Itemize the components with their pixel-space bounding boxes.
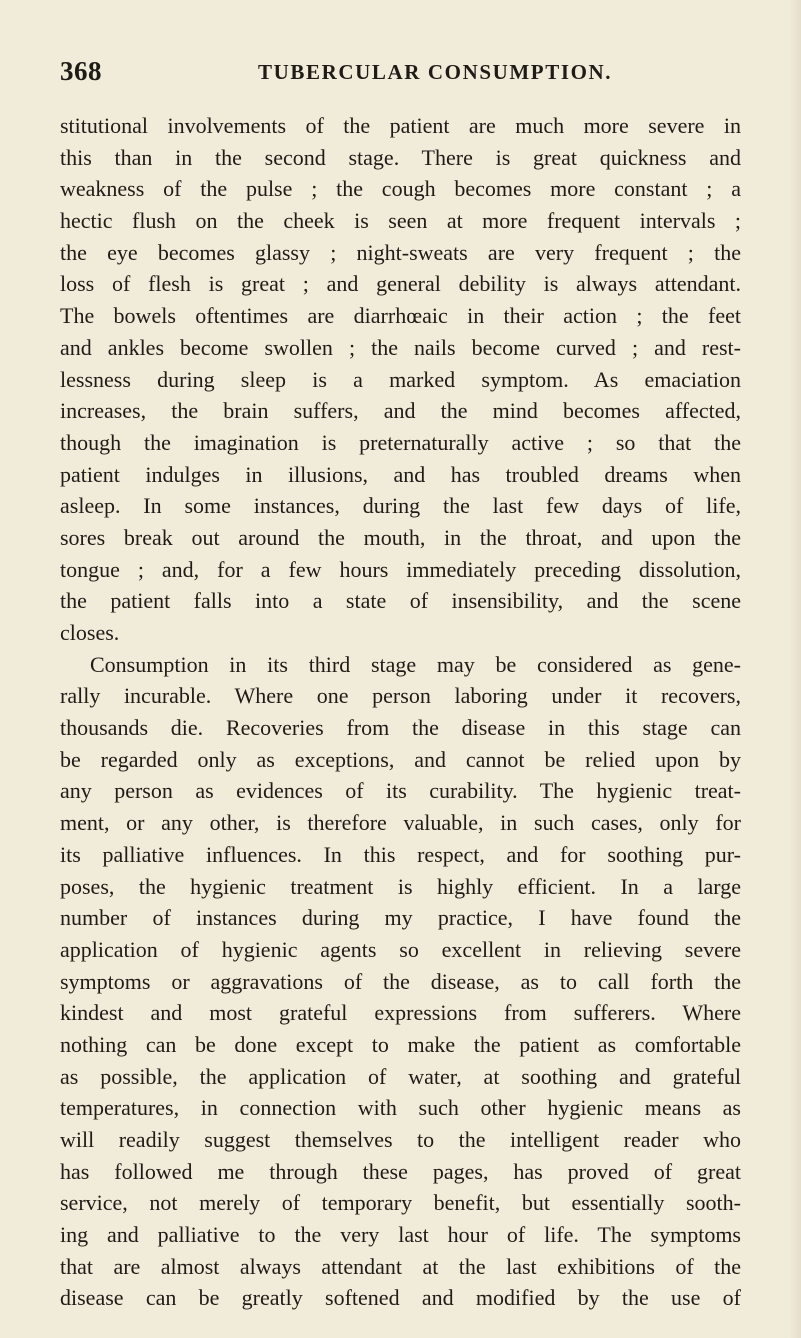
text-line: The bowels oftentimes are diarrhœaic in their action ; the feet	[60, 303, 741, 329]
text-line: ing and palliative to the very last hour of life. The symptoms	[60, 1222, 741, 1248]
text-line: and ankles become swollen ; the nails become curved ; and rest-	[60, 334, 741, 360]
text-line: increases, the brain suffers, and the mind becomes affected,	[60, 398, 741, 424]
text-line: service, not merely of temporary benefit, but essentially sooth-	[60, 1190, 741, 1216]
text-line: any person as evidences of its curability. The hygienic treat-	[60, 778, 741, 804]
text-line: the eye becomes glassy ; night-sweats are very frequent ; the	[60, 239, 741, 265]
text-line: disease can be greatly softened and modified by the use of	[60, 1285, 741, 1311]
text-line: as possible, the application of water, at soothing and grateful	[60, 1063, 741, 1089]
text-line: loss of flesh is great ; and general debility is always attendant.	[60, 271, 741, 297]
text-line: asleep. In some instances, during the last few days of life,	[60, 493, 741, 519]
text-line: temperatures, in connection with such other hygienic means as	[60, 1095, 741, 1121]
page-edge-shadow	[789, 0, 801, 1338]
text-line: the patient falls into a state of insensibility, and the scene	[60, 588, 741, 614]
text-line: rally incurable. Where one person laboring under it recovers,	[60, 683, 741, 709]
text-line: though the imagination is preternaturally active ; so that the	[60, 429, 741, 455]
text-line: kindest and most grateful expressions from sufferers. Where	[60, 1000, 741, 1026]
text-line: sores break out around the mouth, in the throat, and upon the	[60, 524, 741, 550]
text-line: symptoms or aggravations of the disease, as to call forth the	[60, 968, 741, 994]
text-line: its palliative influences. In this respect, and for soothing pur-	[60, 841, 741, 867]
page-number: 368	[60, 56, 102, 86]
text-line: number of instances during my practice, I have found the	[60, 905, 741, 931]
text-line: hectic flush on the cheek is seen at more frequent intervals ;	[60, 208, 741, 234]
paragraph-start-line: Consumption in its third stage may be considered as gene-	[90, 651, 741, 677]
text-line: tongue ; and, for a few hours immediately preceding dissolution,	[60, 556, 741, 582]
paragraph-end-line: closes.	[60, 620, 120, 645]
text-line: will readily suggest themselves to the intelligent reader who	[60, 1127, 741, 1152]
text-line: weakness of the pulse ; the cough becomes more constant ; a	[60, 176, 741, 202]
text-line: poses, the hygienic treatment is highly efficient. In a large	[60, 873, 741, 899]
running-title: TUBERCULAR CONSUMPTION.	[258, 60, 613, 84]
running-head	[60, 56, 740, 92]
text-line: be regarded only as exceptions, and cannot be relied upon by	[60, 746, 741, 772]
text-line: thousands die. Recoveries from the disease in this stage can	[60, 715, 741, 741]
text-line: stitutional involvements of the patient are much more severe in	[60, 113, 741, 138]
text-line: nothing can be done except to make the patient as comfortable	[60, 1031, 741, 1057]
text-line: ment, or any other, is therefore valuable, in such cases, only for	[60, 810, 741, 836]
text-line: has followed me through these pages, has proved of great	[60, 1158, 741, 1184]
body-text	[60, 110, 741, 1314]
text-line: patient indulges in illusions, and has troubled dreams when	[60, 461, 741, 487]
text-line: application of hygienic agents so excellent in relieving severe	[60, 936, 741, 962]
text-line: that are almost always attendant at the last exhibitions of the	[60, 1253, 741, 1279]
text-line: lessness during sleep is a marked symptom. As emaciation	[60, 366, 741, 392]
text-line: this than in the second stage. There is great quickness and	[60, 144, 741, 170]
